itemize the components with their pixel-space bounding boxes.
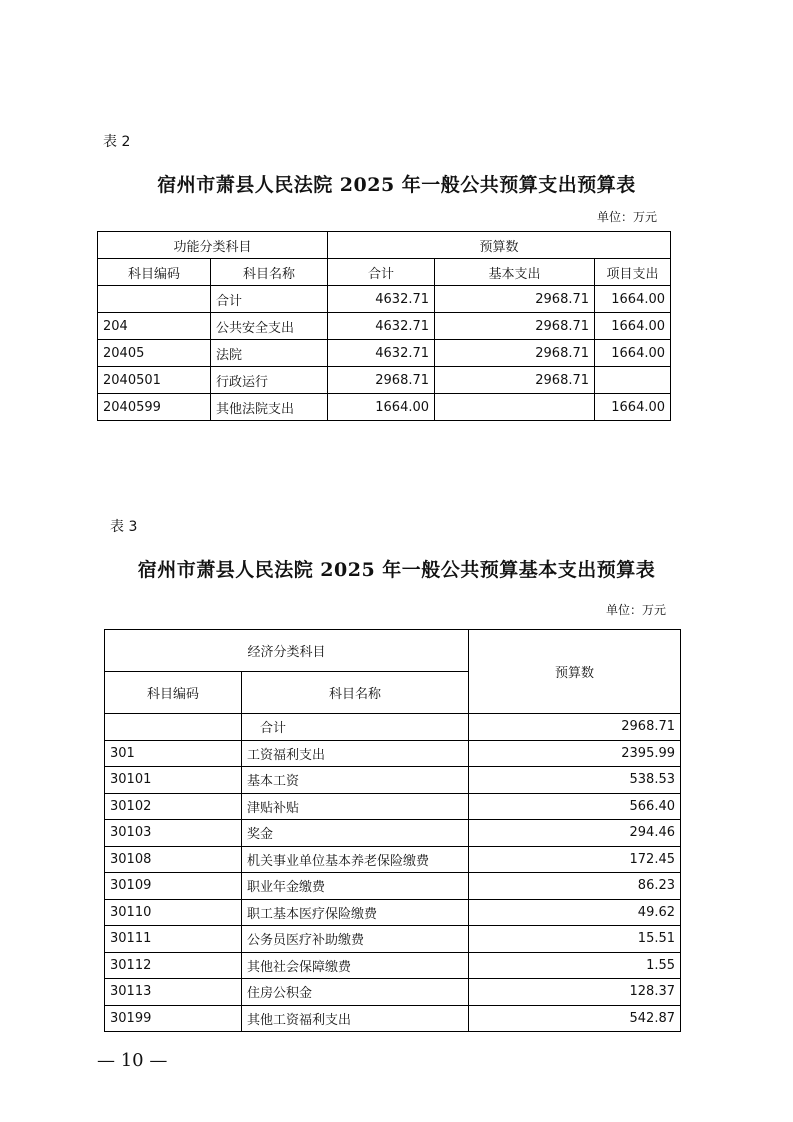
cell-name: 津贴补贴 bbox=[242, 793, 469, 820]
table2-header-basic: 基本支出 bbox=[435, 259, 595, 286]
cell-code: 30199 bbox=[105, 1005, 242, 1032]
table-row bbox=[105, 820, 681, 847]
table3-header-name: 科目名称 bbox=[242, 672, 469, 714]
table2-header-name: 科目名称 bbox=[211, 259, 328, 286]
cell-total: 1664.00 bbox=[328, 394, 435, 421]
cell-name: 法院 bbox=[211, 340, 328, 367]
table-row bbox=[105, 1005, 681, 1032]
cell-amount: 49.62 bbox=[469, 899, 681, 926]
table2-group-row bbox=[98, 232, 671, 259]
cell-amount: 566.40 bbox=[469, 793, 681, 820]
cell-code: 2040599 bbox=[98, 394, 211, 421]
table2-unit: 单位：万元 bbox=[597, 210, 658, 224]
cell-code: 30102 bbox=[105, 793, 242, 820]
table-row bbox=[105, 873, 681, 900]
table3 bbox=[104, 629, 681, 1032]
cell-project: 1664.00 bbox=[595, 340, 671, 367]
table2-title: 宿州市萧县人民法院 2025 年一般公共预算支出预算表 bbox=[157, 174, 636, 196]
cell-amount: 128.37 bbox=[469, 979, 681, 1006]
table2-group-left: 功能分类科目 bbox=[98, 232, 328, 259]
cell-amount: 15.51 bbox=[469, 926, 681, 953]
cell-amount: 542.87 bbox=[469, 1005, 681, 1032]
table-row bbox=[105, 952, 681, 979]
table-row bbox=[105, 740, 681, 767]
cell-name: 其他社会保障缴费 bbox=[242, 952, 469, 979]
cell-project: 1664.00 bbox=[595, 313, 671, 340]
page-number: — 10 — bbox=[97, 1050, 168, 1071]
table3-label: 表 3 bbox=[110, 519, 138, 535]
cell-total: 4632.71 bbox=[328, 286, 435, 313]
table3-unit: 单位：万元 bbox=[606, 603, 667, 617]
cell-total: 4632.71 bbox=[328, 340, 435, 367]
table3-title: 宿州市萧县人民法院 2025 年一般公共预算基本支出预算表 bbox=[137, 559, 656, 581]
cell-basic: 2968.71 bbox=[435, 286, 595, 313]
cell-total: 2968.71 bbox=[328, 367, 435, 394]
table-row bbox=[105, 767, 681, 794]
cell-name: 行政运行 bbox=[211, 367, 328, 394]
table-row bbox=[105, 979, 681, 1006]
cell-name: 职业年金缴费 bbox=[242, 873, 469, 900]
table3-group-left: 经济分类科目 bbox=[105, 630, 469, 672]
cell-code: 30108 bbox=[105, 846, 242, 873]
cell-code bbox=[98, 286, 211, 313]
cell-name: 工资福利支出 bbox=[242, 740, 469, 767]
cell-name: 公共安全支出 bbox=[211, 313, 328, 340]
cell-name: 合计 bbox=[211, 286, 328, 313]
cell-name: 机关事业单位基本养老保险缴费 bbox=[242, 846, 469, 873]
table3-group-row bbox=[105, 630, 681, 672]
table2-label: 表 2 bbox=[103, 134, 131, 150]
cell-code: 204 bbox=[98, 313, 211, 340]
cell-code: 30112 bbox=[105, 952, 242, 979]
cell-name: 其他法院支出 bbox=[211, 394, 328, 421]
table2-header-project: 项目支出 bbox=[595, 259, 671, 286]
table-row bbox=[98, 286, 671, 313]
table3-amount-header: 预算数 bbox=[469, 630, 681, 714]
cell-name: 住房公积金 bbox=[242, 979, 469, 1006]
cell-code bbox=[105, 714, 242, 741]
cell-amount: 1.55 bbox=[469, 952, 681, 979]
cell-name: 公务员医疗补助缴费 bbox=[242, 926, 469, 953]
table-row bbox=[98, 394, 671, 421]
cell-basic bbox=[435, 394, 595, 421]
table-row bbox=[98, 313, 671, 340]
cell-code: 30101 bbox=[105, 767, 242, 794]
table2-header-total: 合计 bbox=[328, 259, 435, 286]
cell-code: 20405 bbox=[98, 340, 211, 367]
cell-amount: 172.45 bbox=[469, 846, 681, 873]
cell-code: 2040501 bbox=[98, 367, 211, 394]
cell-code: 30103 bbox=[105, 820, 242, 847]
table2-header-code: 科目编码 bbox=[98, 259, 211, 286]
table-row bbox=[98, 367, 671, 394]
cell-project: 1664.00 bbox=[595, 394, 671, 421]
cell-code: 301 bbox=[105, 740, 242, 767]
cell-code: 30113 bbox=[105, 979, 242, 1006]
table2-header-row bbox=[98, 259, 671, 286]
cell-amount: 538.53 bbox=[469, 767, 681, 794]
table3-header-code: 科目编码 bbox=[105, 672, 242, 714]
cell-basic: 2968.71 bbox=[435, 340, 595, 367]
cell-name: 基本工资 bbox=[242, 767, 469, 794]
cell-amount: 2968.71 bbox=[469, 714, 681, 741]
cell-code: 30111 bbox=[105, 926, 242, 953]
cell-basic: 2968.71 bbox=[435, 313, 595, 340]
cell-amount: 294.46 bbox=[469, 820, 681, 847]
table-row bbox=[105, 926, 681, 953]
table-row bbox=[98, 340, 671, 367]
cell-name: 奖金 bbox=[242, 820, 469, 847]
table-row bbox=[105, 793, 681, 820]
cell-name: 其他工资福利支出 bbox=[242, 1005, 469, 1032]
table-row bbox=[105, 714, 681, 741]
cell-code: 30109 bbox=[105, 873, 242, 900]
cell-basic: 2968.71 bbox=[435, 367, 595, 394]
table2-group-right: 预算数 bbox=[328, 232, 671, 259]
cell-project bbox=[595, 367, 671, 394]
cell-amount: 86.23 bbox=[469, 873, 681, 900]
cell-name: 合计 bbox=[242, 714, 469, 741]
table-row bbox=[105, 846, 681, 873]
cell-code: 30110 bbox=[105, 899, 242, 926]
table-row bbox=[105, 899, 681, 926]
cell-amount: 2395.99 bbox=[469, 740, 681, 767]
table2 bbox=[97, 231, 671, 421]
cell-total: 4632.71 bbox=[328, 313, 435, 340]
cell-name: 职工基本医疗保险缴费 bbox=[242, 899, 469, 926]
cell-project: 1664.00 bbox=[595, 286, 671, 313]
